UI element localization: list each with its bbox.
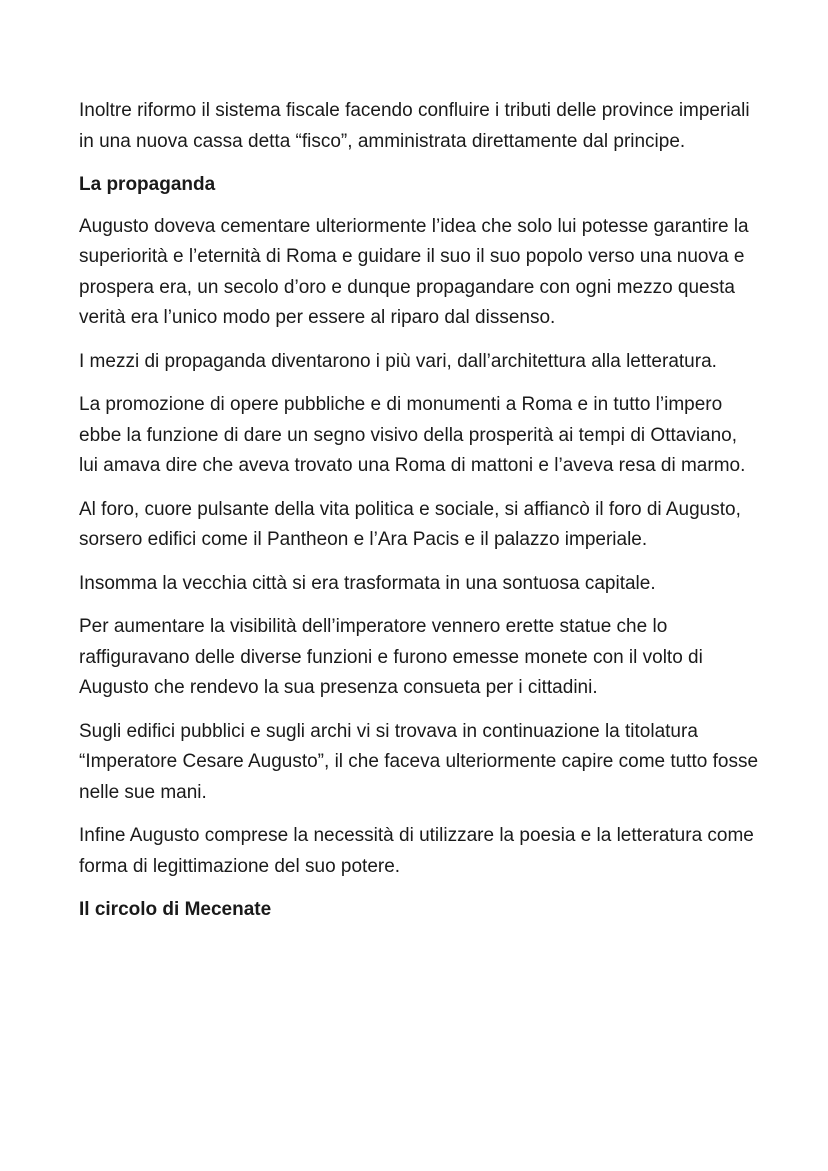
heading-propaganda: La propaganda xyxy=(79,174,216,195)
paragraph-fiscal-reform: Inoltre riformo il sistema fiscale facendo confluire i tributi delle province imperiali in una nuova cassa detta “fisco”, amministrata direttamente dal principe. xyxy=(79,100,750,152)
paragraph-public-works: La promozione di opere pubbliche e di monumenti a Roma e in tutto l’impero ebbe la funzione di dare un segno visivo della prosperità ai tempi di Ottaviano, lui amava dire che aveva trovato una Roma di mattoni e l’aveva resa di marmo. xyxy=(79,394,746,476)
paragraph-augusto-idea: Augusto doveva cementare ulteriormente l’idea che solo lui potesse garantire la superiorità e l’eternità di Roma e guidare il suo il suo popolo verso una nuova e prospera era, un secolo d’oro e dunque propagandare con ogni mezzo questa verità era l’unico modo per essere al riparo dal dissenso. xyxy=(79,215,749,328)
heading-circolo-mecenate: Il circolo di Mecenate xyxy=(79,899,272,920)
paragraph-statues-coins: Per aumentare la visibilità dell’imperatore vennero erette statue che lo raffiguravano delle diverse funzioni e furono emesse monete con il volto di Augusto che rendevo la sua presenza consueta per i cittadini. xyxy=(79,616,703,698)
paragraph-poetry: Infine Augusto comprese la necessità di utilizzare la poesia e la letteratura come forma di legittimazione del suo potere. xyxy=(79,825,754,877)
paragraph-capital: Insomma la vecchia città si era trasformata in una sontuosa capitale. xyxy=(79,572,656,594)
paragraph-forum: Al foro, cuore pulsante della vita politica e sociale, si affiancò il foro di Augusto, sorsero edifici come il Pantheon e l’Ara Pacis e il palazzo imperiale. xyxy=(79,498,741,550)
document-page xyxy=(79,96,759,937)
paragraph-means-of-propaganda: I mezzi di propaganda diventarono i più vari, dall’architettura alla letteratura. xyxy=(79,350,717,372)
paragraph-titles: Sugli edifici pubblici e sugli archi vi si trovava in continuazione la titolatura “Imperatore Cesare Augusto”, il che faceva ulteriormente capire come tutto fosse nelle sue mani. xyxy=(79,720,759,803)
